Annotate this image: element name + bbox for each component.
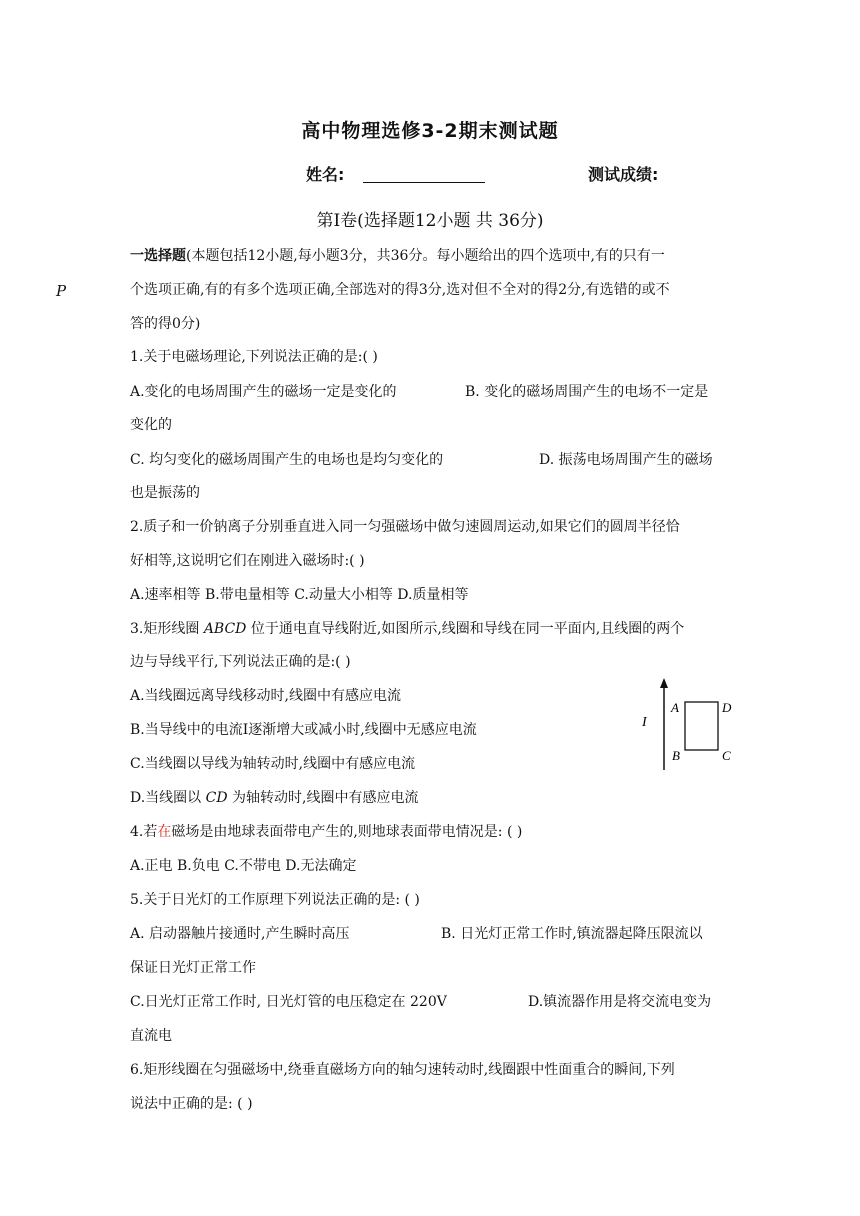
q5-stem: 5.关于日光灯的工作原理下列说法正确的是: ( ) xyxy=(130,892,420,908)
label-I: I xyxy=(642,715,647,730)
section-title: 第I卷(选择题12小题 共 36分) xyxy=(316,211,544,231)
label-D: D xyxy=(722,700,732,715)
q2-options: A.速率相等 B.带电量相等 C.动量大小相等 D.质量相等 xyxy=(130,587,469,603)
q4-stem xyxy=(130,822,522,842)
q5-option-d: D.镇流器作用是将交流电变为 xyxy=(528,994,712,1010)
q3-stem-pre: 3.矩形线圈 xyxy=(130,621,204,637)
coil-rectangle xyxy=(685,702,718,750)
name-label: 姓名: xyxy=(306,165,345,184)
instructions-heading: 一选择题 xyxy=(130,248,186,264)
q1-stem: 1.关于电磁场理论,下列说法正确的是:( ) xyxy=(130,349,378,365)
q5-option-b: B. 日光灯正常工作时,镇流器起降压限流以 xyxy=(441,926,703,942)
q1-option-d: D. 振荡电场周围产生的磁场 xyxy=(539,452,713,468)
margin-letter: P xyxy=(56,282,67,300)
q1-option-a: A.变化的电场周围产生的磁场一定是变化的 xyxy=(130,384,397,400)
q3-stem-post: 位于通电直导线附近,如图所示,线圈和导线在同一平面内,且线圈的两个 xyxy=(246,621,685,637)
q6-stem-1: 6.矩形线圈在匀强磁场中,绕垂直磁场方向的轴匀速转动时,线圈跟中性面重合的瞬间,下列 xyxy=(130,1062,675,1078)
name-blank-line[interactable] xyxy=(363,182,485,183)
q3-abcd: ABCD xyxy=(203,621,247,637)
q3-stem-1 xyxy=(130,619,684,639)
q5-option-d-cont: 直流电 xyxy=(130,1028,172,1044)
page-title: 高中物理选修3-2期末测试题 xyxy=(301,120,559,142)
q3-figure xyxy=(636,674,746,774)
q3-d-post: 为轴转动时,线圈中有感应电流 xyxy=(227,790,419,806)
q4-stem-post: 磁场是由地球表面带电产生的,则地球表面带电情况是: ( ) xyxy=(171,824,523,840)
instructions-line-2: 个选项正确,有的有多个选项正确,全部选对的得3分,选对但不全对的得2分,有选错的或不 xyxy=(130,282,670,298)
current-arrow-icon xyxy=(660,678,668,688)
score-label: 测试成绩: xyxy=(588,165,659,184)
q6-stem-2: 说法中正确的是: ( ) xyxy=(130,1096,253,1112)
q4-stem-pre: 4.若 xyxy=(130,824,158,840)
q5-option-c: C.日光灯正常工作时, 日光灯管的电压稳定在 220V xyxy=(130,994,447,1010)
q1-option-d-cont: 也是振荡的 xyxy=(130,485,200,501)
q3-option-d xyxy=(130,788,418,808)
q5-option-b-cont: 保证日光灯正常工作 xyxy=(130,960,256,976)
instructions-line-3: 答的得0分) xyxy=(130,316,201,332)
label-B: B xyxy=(672,748,680,763)
q4-red-char: 在 xyxy=(157,824,172,840)
q2-stem-2: 好相等,这说明它们在刚进入磁场时:( ) xyxy=(130,553,365,569)
q1-option-b: B. 变化的磁场周围产生的电场不一定是 xyxy=(465,384,709,400)
q3-cd: CD xyxy=(205,790,228,806)
q3-option-c: C.当线圈以导线为轴转动时,线圈中有感应电流 xyxy=(130,756,416,772)
label-C: C xyxy=(722,748,731,763)
q4-options: A.正电 B.负电 C.不带电 D.无法确定 xyxy=(130,858,357,874)
instructions-text-1: (本题包括12小题,每小题3分，共36分。每小题给出的四个选项中,有的只有一 xyxy=(186,248,665,264)
q2-stem-1: 2.质子和一价钠离子分别垂直进入同一匀强磁场中做匀速圆周运动,如果它们的圆周半径恰 xyxy=(130,519,680,535)
label-A: A xyxy=(671,700,679,715)
q1-option-b-cont: 变化的 xyxy=(130,417,172,433)
q3-stem-2: 边与导线平行,下列说法正确的是:( ) xyxy=(130,654,351,670)
q3-d-pre: D.当线圈以 xyxy=(130,790,206,806)
q3-option-a: A.当线圈远离导线移动时,线圈中有感应电流 xyxy=(130,688,402,704)
q5-option-a: A. 启动器触片接通时,产生瞬时高压 xyxy=(130,926,350,942)
q3-option-b: B.当导线中的电流I逐渐增大或减小时,线圈中无感应电流 xyxy=(130,722,477,738)
instructions-line-1 xyxy=(130,246,665,266)
q1-option-c: C. 均匀变化的磁场周围产生的电场也是均匀变化的 xyxy=(130,452,444,468)
